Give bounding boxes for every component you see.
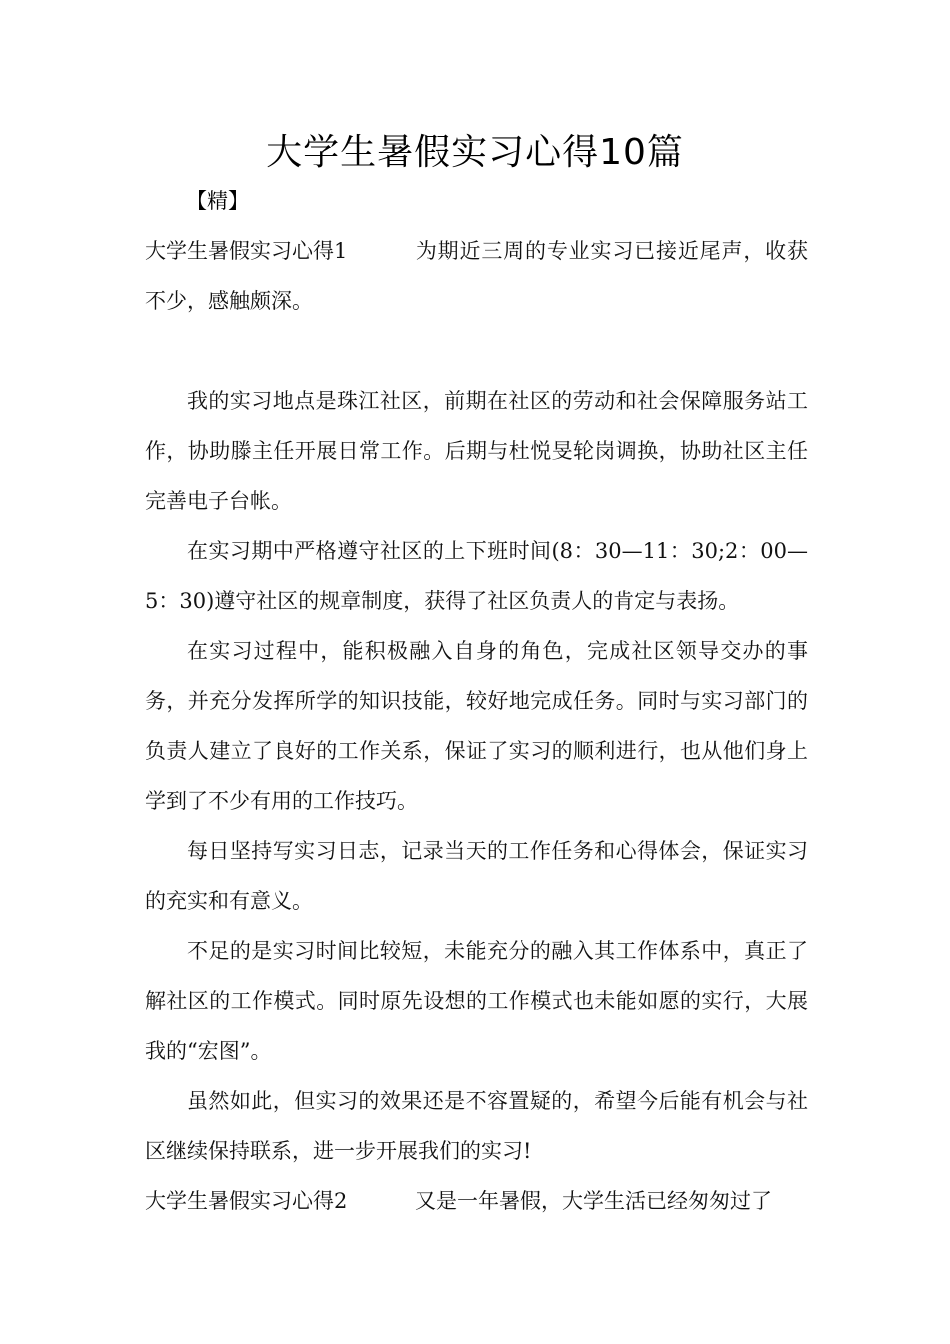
body-paragraph: 每日坚持写实习日志，记录当天的工作任务和心得体会，保证实习的充实和有意义。 — [145, 839, 808, 913]
section-2-intro — [145, 1176, 808, 1226]
section-2-first-text: 又是一年暑假，大学生活已经匆匆过了 — [415, 1189, 772, 1213]
body-paragraph: 不足的是实习时间比较短，未能充分的融入其工作体系中，真正了解社区的工作模式。同时原先设想的工作模式也未能如愿的实行，大展我的“宏图”。 — [145, 939, 808, 1063]
section-1-intro — [145, 226, 808, 326]
paragraph-gap — [145, 326, 808, 376]
section-1-heading: 大学生暑假实习心得1 — [145, 239, 348, 263]
body-paragraph: 在实习期中严格遵守社区的上下班时间(8：30—11：30;2：00—5：30)遵守社区的规章制度，获得了社区负责人的肯定与表扬。 — [145, 539, 808, 613]
document-title: 大学生暑假实习心得10篇 — [266, 132, 684, 173]
document-body — [145, 226, 808, 1226]
document-subtitle: 【精】 — [186, 189, 249, 213]
body-paragraph: 虽然如此，但实习的效果还是不容置疑的，希望今后能有机会与社区继续保持联系，进一步开展我们的实习! — [145, 1089, 808, 1163]
body-paragraph: 我的实习地点是珠江社区，前期在社区的劳动和社会保障服务站工作，协助滕主任开展日常工作。后期与杜悦旻轮岗调换，协助社区主任完善电子台帐。 — [145, 389, 808, 513]
section-2-heading: 大学生暑假实习心得2 — [145, 1189, 348, 1213]
section-1-first-text: 为期近三周的专业实习已接近尾声，收获不少，感触颇深。 — [145, 239, 808, 313]
body-paragraph: 在实习过程中，能积极融入自身的角色，完成社区领导交办的事务，并充分发挥所学的知识技能，较好地完成任务。同时与实习部门的负责人建立了良好的工作关系，保证了实习的顺利进行，也从他们身上学到了不少有用的工作技巧。 — [145, 639, 808, 813]
